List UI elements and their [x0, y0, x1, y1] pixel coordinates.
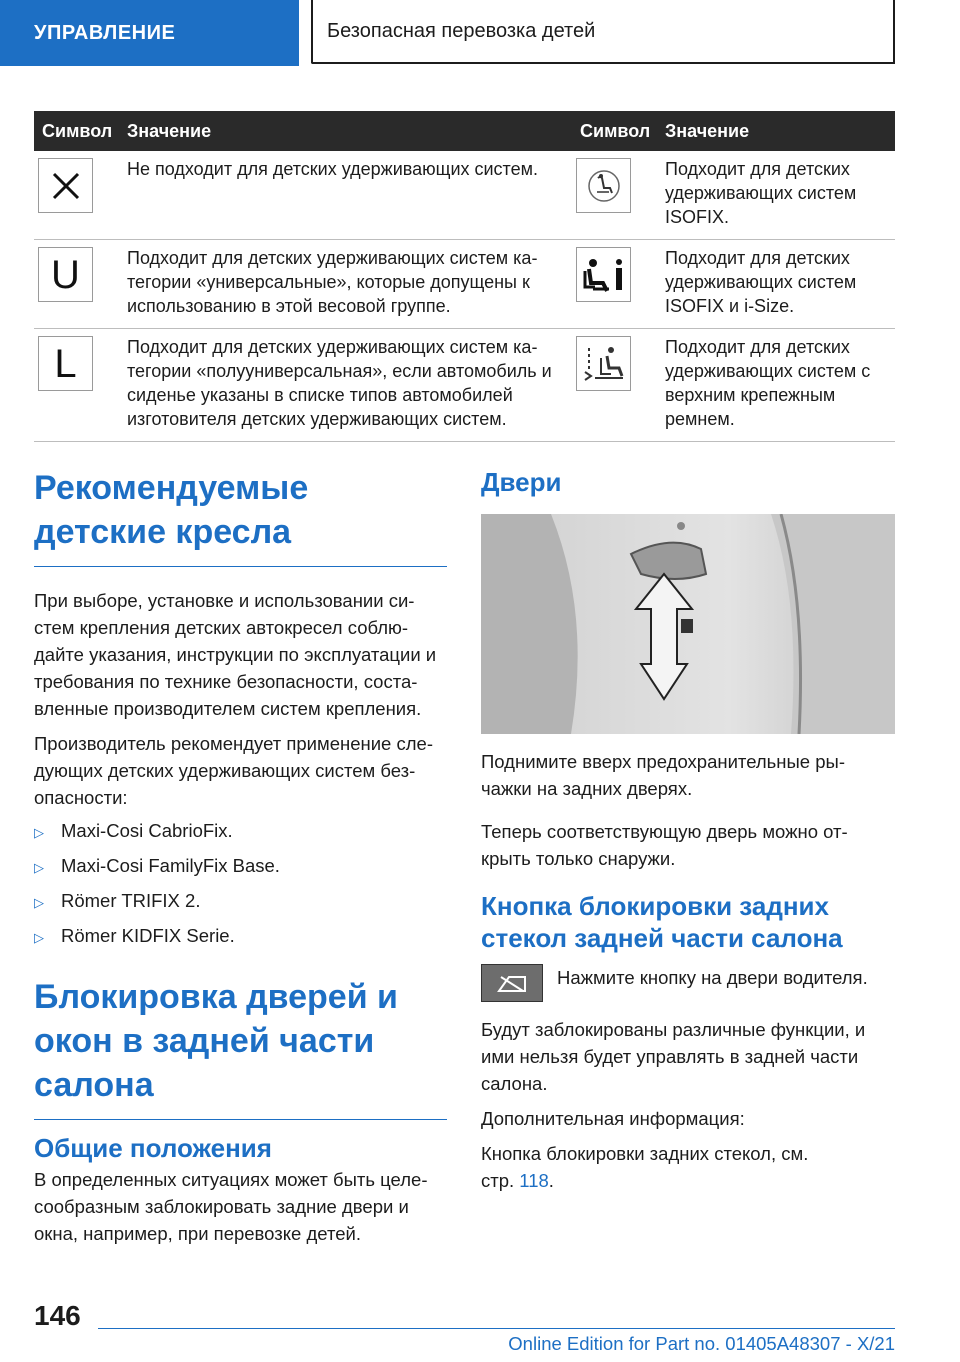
- page-link[interactable]: 118: [519, 1170, 549, 1191]
- page-title: Безопасная перевозка детей: [311, 0, 895, 64]
- subsection-heading: Кнопка блокировки задних стекол задней части салона: [481, 891, 843, 953]
- symbol-letter: U: [51, 252, 80, 297]
- semi-universal-letter-icon: [38, 336, 93, 391]
- paragraph-reference: стр. 118.: [481, 1170, 554, 1191]
- list-item: ▷ Maxi-Cosi CabrioFix.: [34, 817, 447, 846]
- edition-text: Online Edition for Part no. 01405A48307 - X/21: [508, 1333, 895, 1354]
- paragraph: При выборе, установке и использовании си-стем крепления детских автокресел соблю-дайте указания, инструкции по эксплуатации и требования по технике безопасности, соста-вленные производителем систем крепления.: [34, 590, 437, 719]
- paragraph: Производитель рекомендует применение сле-дующих детских удерживающих систем без-опасности:: [34, 733, 433, 808]
- left-column: [34, 466, 447, 1247]
- paragraph: Дополнительная информация:: [481, 1108, 745, 1129]
- subsection-heading: Общие положения: [34, 1133, 272, 1163]
- symbol-letter: L: [54, 341, 77, 386]
- section-heading: Рекомендуемые детские кресла: [34, 469, 309, 551]
- table-row: [34, 240, 895, 329]
- table-cell: Подходит для детских удерживающих систем ISOFIX.: [657, 151, 895, 240]
- table-cell: Подходит для детских удерживающих систем ка-тегории «универсальные», которые допущены к использованию в этой весовой группе.: [119, 240, 572, 329]
- table-row: [34, 151, 895, 240]
- table-header: Символ: [34, 111, 119, 151]
- isofix-seat-icon: [576, 158, 631, 213]
- subsection-heading: Двери: [481, 467, 562, 497]
- heading-rule: [34, 1119, 447, 1120]
- window-lock-button-icon: [481, 964, 543, 1002]
- door-lock-photo: [481, 514, 895, 734]
- page-number: 146: [34, 1300, 81, 1331]
- section-heading: Блокировка дверей и окон в задней части салона: [34, 978, 398, 1104]
- triangle-bullet-icon: ▷: [34, 860, 44, 875]
- paragraph: Будут заблокированы различные функции, и ими нельзя будет управлять в задней части салона.: [481, 1019, 866, 1094]
- section-tab: УПРАВЛЕНИЕ: [0, 0, 299, 66]
- right-column: [481, 466, 894, 1194]
- button-instruction: [481, 964, 894, 1002]
- heading-rule: [34, 566, 447, 567]
- tether-seat-icon: [576, 336, 631, 391]
- not-suitable-icon: [38, 158, 93, 213]
- table-header: Символ: [572, 111, 657, 151]
- triangle-bullet-icon: ▷: [34, 825, 44, 840]
- list-item: ▷ Römer KIDFIX Serie.: [34, 922, 447, 951]
- table-cell: Не подходит для детских удерживающих систем.: [119, 151, 572, 240]
- triangle-bullet-icon: ▷: [34, 930, 44, 945]
- footer-rule: [98, 1328, 895, 1329]
- list-item: ▷ Römer TRIFIX 2.: [34, 887, 447, 916]
- triangle-bullet-icon: ▷: [34, 895, 44, 910]
- list-item: ▷ Maxi-Cosi FamilyFix Base.: [34, 852, 447, 881]
- table-cell: Подходит для детских удерживающих систем с верхним крепежным ремнем.: [657, 329, 895, 442]
- recommended-seats-list: [34, 817, 447, 951]
- table-header: Значение: [119, 111, 572, 151]
- symbol-table: [34, 111, 895, 442]
- isize-seat-icon: [576, 247, 631, 302]
- table-row: [34, 329, 895, 442]
- paragraph: Кнопка блокировки задних стекол, см.: [481, 1143, 809, 1164]
- table-cell: Подходит для детских удерживающих систем ка-тегории «полууниверсальная», если автомобиль и сиденье указаны в списке типов автомобилей изготовителя детских удерживающих систем.: [119, 329, 572, 442]
- paragraph: Поднимите вверх предохранительные ры-чажки на задних дверях.: [481, 751, 845, 799]
- paragraph: Теперь соответствующую дверь можно от-крыть только снаружи.: [481, 821, 848, 869]
- paragraph: Нажмите кнопку на двери водителя.: [557, 967, 868, 988]
- paragraph: В определенных ситуациях может быть целе-сообразным заблокировать задние двери и окна, например, при перевозке детей.: [34, 1169, 428, 1244]
- table-header: Значение: [657, 111, 895, 151]
- universal-letter-icon: [38, 247, 93, 302]
- table-cell: Подходит для детских удерживающих систем ISOFIX и i-Size.: [657, 240, 895, 329]
